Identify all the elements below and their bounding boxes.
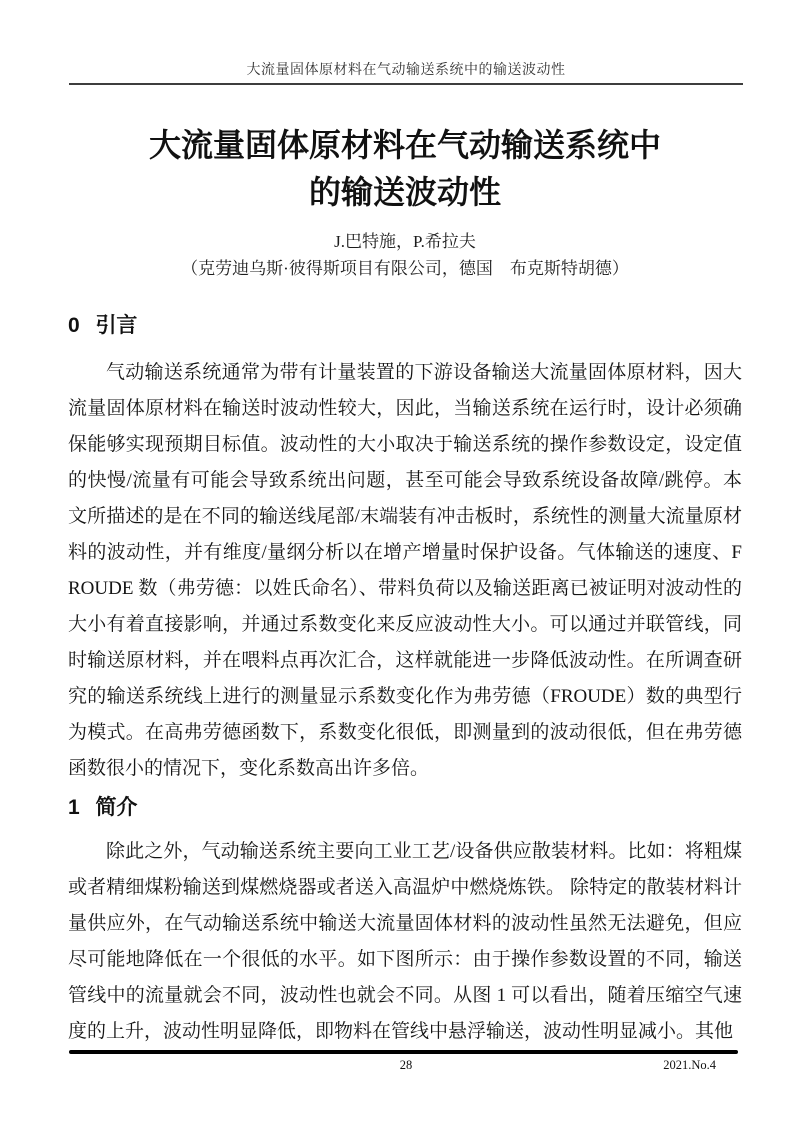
running-header-title: 大流量固体原材料在气动输送系统中的输送波动性 — [246, 63, 566, 78]
section-1-heading-label: 简介 — [95, 796, 138, 819]
issue-number: 2021.No.4 — [663, 1058, 716, 1072]
section-1-paragraph: 除此之外，气动输送系统主要向工业工艺/设备供应散装材料。比如：将粗煤或者精细煤粉输送到煤燃烧器或者送入高温炉中燃烧炼铁。 除特定的散装材料计量供应外，在气动输送系统中输送大流量固体材料的波动性虽然无法避免，但应尽可能地降低在一个很低的水平。如下图所示：由于操作参数设置的不同，输送管线中的流量就会不同，波动性也就会不同。从图 1 可以看出，随着压缩空气速度的上升，波动性明显降低，即物料在管线中悬浮输送，波动性明显减小。其他 — [68, 841, 742, 1042]
page-footer — [69, 1057, 743, 1073]
section-0-heading — [68, 312, 742, 340]
affiliation-line: （克劳迪乌斯·彼得斯项目有限公司，德国 布克斯特胡德） — [181, 259, 629, 278]
article-title-line-1: 大流量固体原材料在气动输送系统中 — [148, 127, 661, 163]
section-brief — [68, 794, 742, 1050]
section-introduction — [68, 312, 742, 787]
page-number: 28 — [399, 1058, 413, 1072]
section-1-number: 1 — [68, 796, 80, 819]
section-0-paragraph: 气动输送系统通常为带有计量装置的下游设备输送大流量固体原材料，因大流量固体原材料在输送时波动性较大，因此，当输送系统在运行时，设计必须确保能够实现预期目标值。波动性的大小取决于输送系统的操作参数设定，设定值的快慢/流量有可能会导致系统出问题，甚至可能会导致系统设备故障/跳停。本文所描述的是在不同的输送线尾部/末端装有冲击板时，系统性的测量大流量原材料的波动性，并有维度/量纲分析以在增产增量时保护设备。气体输送的速度、FROUDE 数（弗劳德：以姓氏命名）、带料负荷以及输送距离已被证明对波动性的大小有着直接影响，并通过系数变化来反应波动性大小。可以通过并联管线，同时输送原材料，并在喂料点再次汇合，这样就能进一步降低波动性。在所调查研究的输送系统线上进行的测量显示系数变化作为弗劳德（FROUDE）数的典型行为模式。在高弗劳德函数下，系数变化很低，即测量到的波动很低，但在弗劳德函数很小的情况下，变化系数高出许多倍。 — [68, 362, 742, 779]
authors-line: J.巴特施，P.希拉夫 — [334, 232, 476, 251]
article-title — [68, 122, 742, 216]
footer-rule — [69, 1050, 738, 1054]
article-content — [68, 0, 742, 1050]
section-0-number: 0 — [68, 314, 80, 337]
section-1-heading — [68, 794, 742, 822]
article-title-line-2: 的输送波动性 — [308, 174, 501, 210]
section-0-heading-label: 引言 — [95, 314, 138, 337]
